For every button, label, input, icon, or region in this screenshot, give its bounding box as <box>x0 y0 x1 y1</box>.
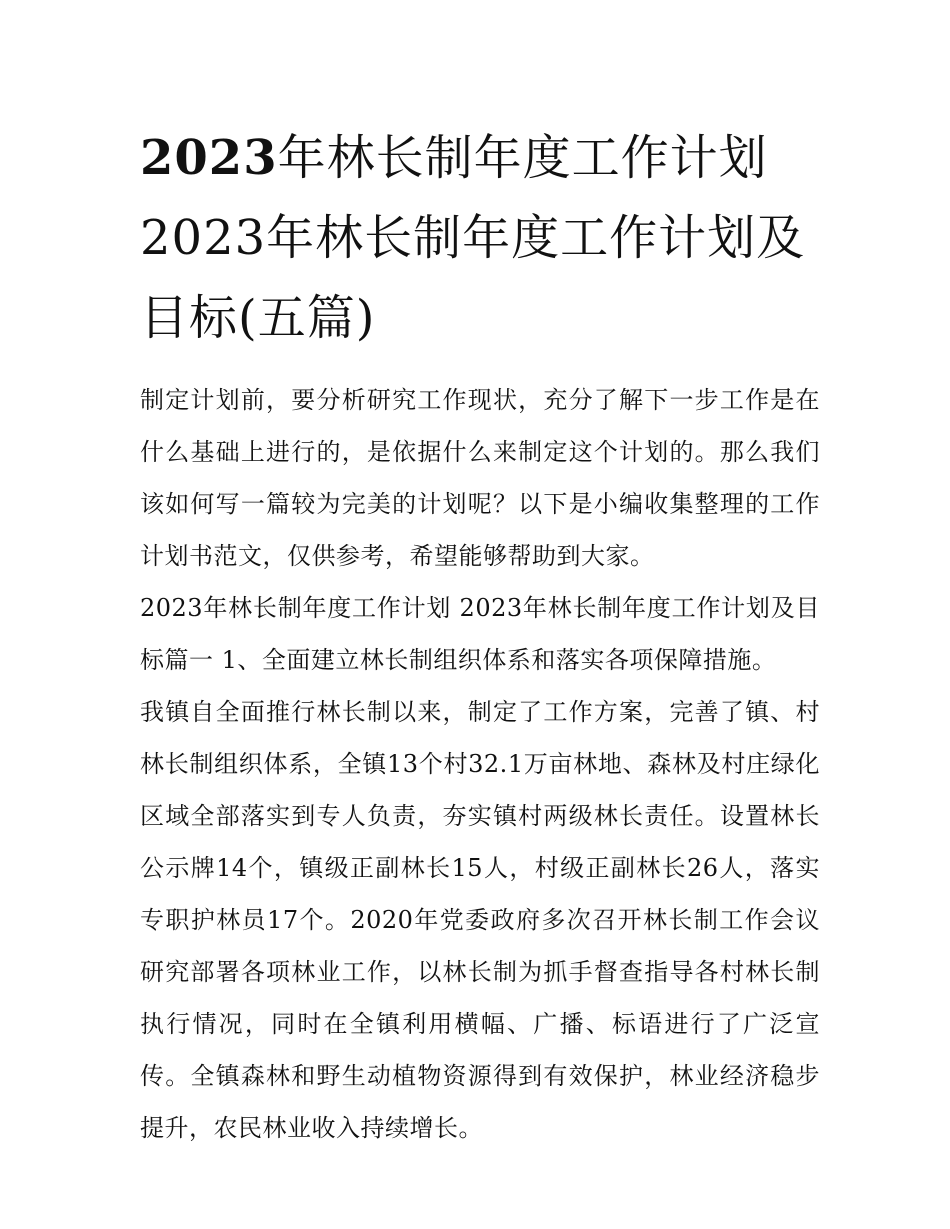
document-title <box>140 118 820 358</box>
title-year: 2023 <box>140 130 278 186</box>
intro-paragraph: 制定计划前，要分析研究工作现状，充分了解下一步工作是在什么基础上进行的，是依据什么来制定这个计划的。那么我们该如何写一篇较为完美的计划呢？以下是小编收集整理的工作计划书范文，仅供参考，希望能够帮助到大家。 <box>140 386 820 570</box>
body-paragraph: 我镇自全面推行林长制以来，制定了工作方案，完善了镇、村林长制组织体系，全镇13个村32.1万亩林地、森林及村庄绿化区域全部落实到专人负责，夯实镇村两级林长责任。设置林长公示牌14个，镇级正副林长15人，村级正副林长26人，落实专职护林员17个。2020年党委政府多次召开林长制工作会议研究部署各项林业工作，以林长制为抓手督查指导各村林长制执行情况，同时在全镇利用横幅、广播、标语进行了广泛宣传。全镇森林和野生动植物资源得到有效保护，林业经济稳步提升，农民林业收入持续增长。 <box>140 698 820 1142</box>
document-page <box>140 118 820 1154</box>
title-text: 年林长制年度工作计划 2023年林长制年度工作计划及目标(五篇) <box>140 130 806 346</box>
section-heading-paragraph: 2023年林长制年度工作计划 2023年林长制年度工作计划及目标篇一 1、全面建立林长制组织体系和落实各项保障措施。 <box>140 594 820 674</box>
